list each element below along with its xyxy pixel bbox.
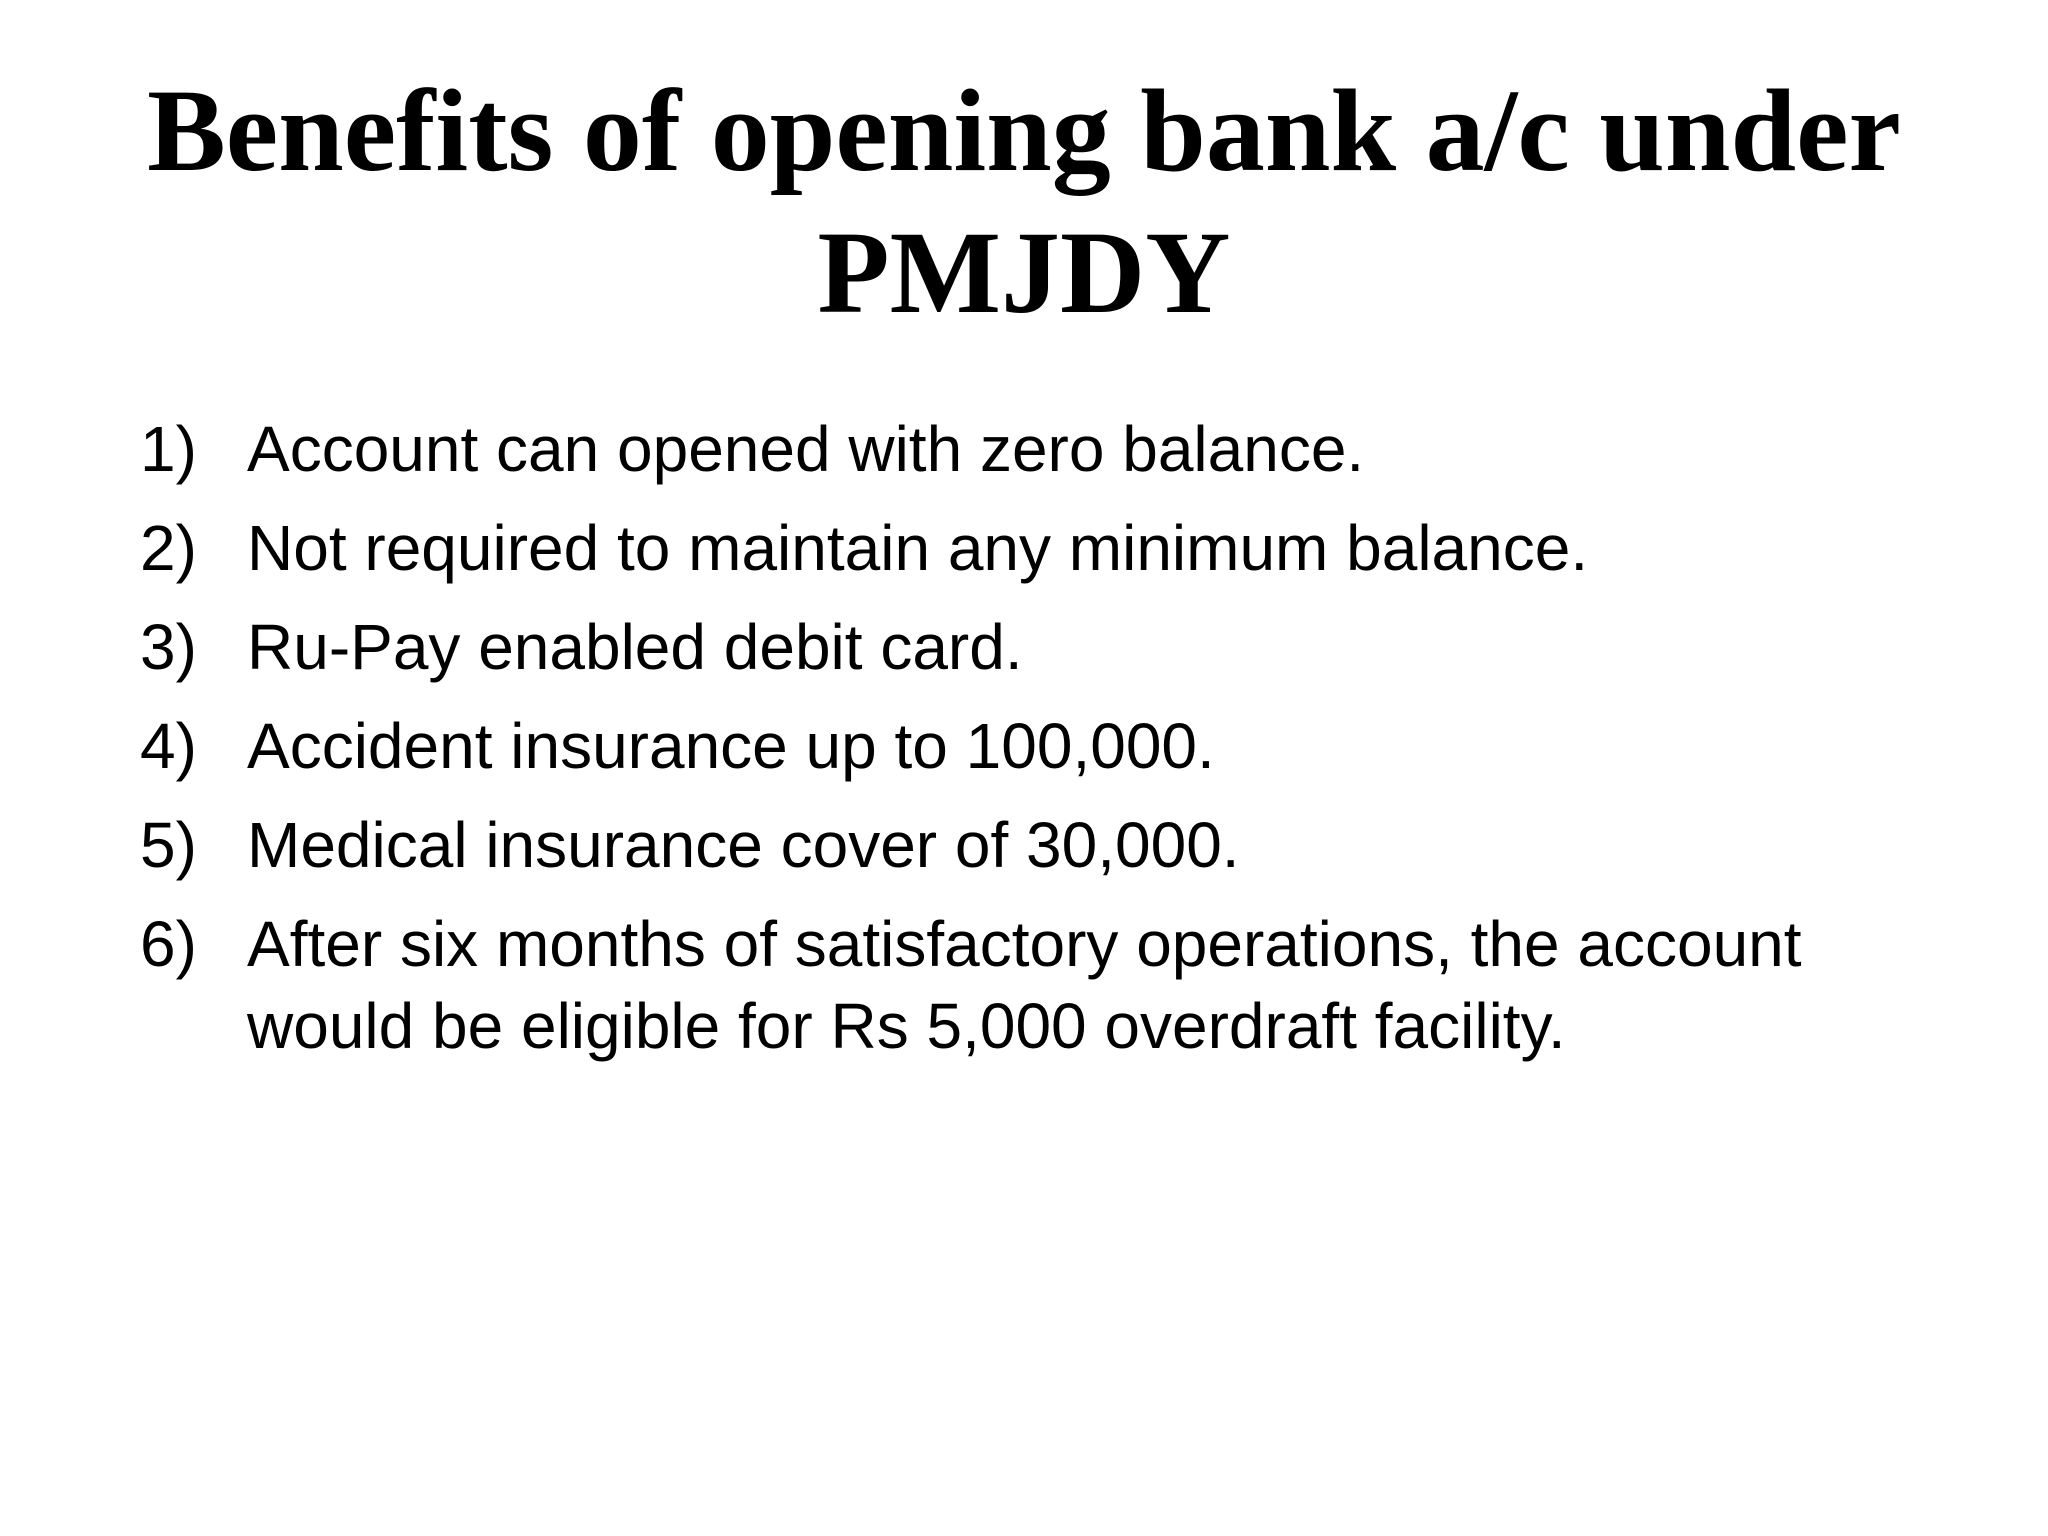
list-item-number: 4) (140, 710, 197, 782)
list-item (140, 903, 1960, 1067)
list-item (140, 804, 1960, 886)
list-item-number: 1) (140, 413, 197, 485)
slide-title-line-1: Benefits of opening bank a/c under (147, 65, 1901, 196)
list-item (140, 705, 1960, 787)
list-item-text: Ru-Pay enabled debit card. (247, 611, 1023, 683)
list-item-number: 2) (140, 512, 197, 584)
slide-title (110, 60, 1938, 344)
list-item (140, 606, 1960, 688)
list-item-text: Account can opened with zero balance. (247, 413, 1365, 485)
slide-title-line-2: PMJDY (817, 207, 1231, 338)
list-item-text: Not required to maintain any minimum balance. (247, 512, 1589, 584)
list-item-number: 6) (140, 908, 197, 980)
list-item-text: Medical insurance cover of 30,000. (247, 809, 1240, 881)
list-item-number: 5) (140, 809, 197, 881)
list-item (140, 507, 1960, 589)
list-item-text: Accident insurance up to 100,000. (247, 710, 1215, 782)
list-item-text: After six months of satisfactory operations, the account would be eligible for Rs 5,000 overdraft facility. (247, 908, 1802, 1062)
list-item-number: 3) (140, 611, 197, 683)
list-item (140, 408, 1960, 490)
benefits-list (140, 408, 1960, 1084)
